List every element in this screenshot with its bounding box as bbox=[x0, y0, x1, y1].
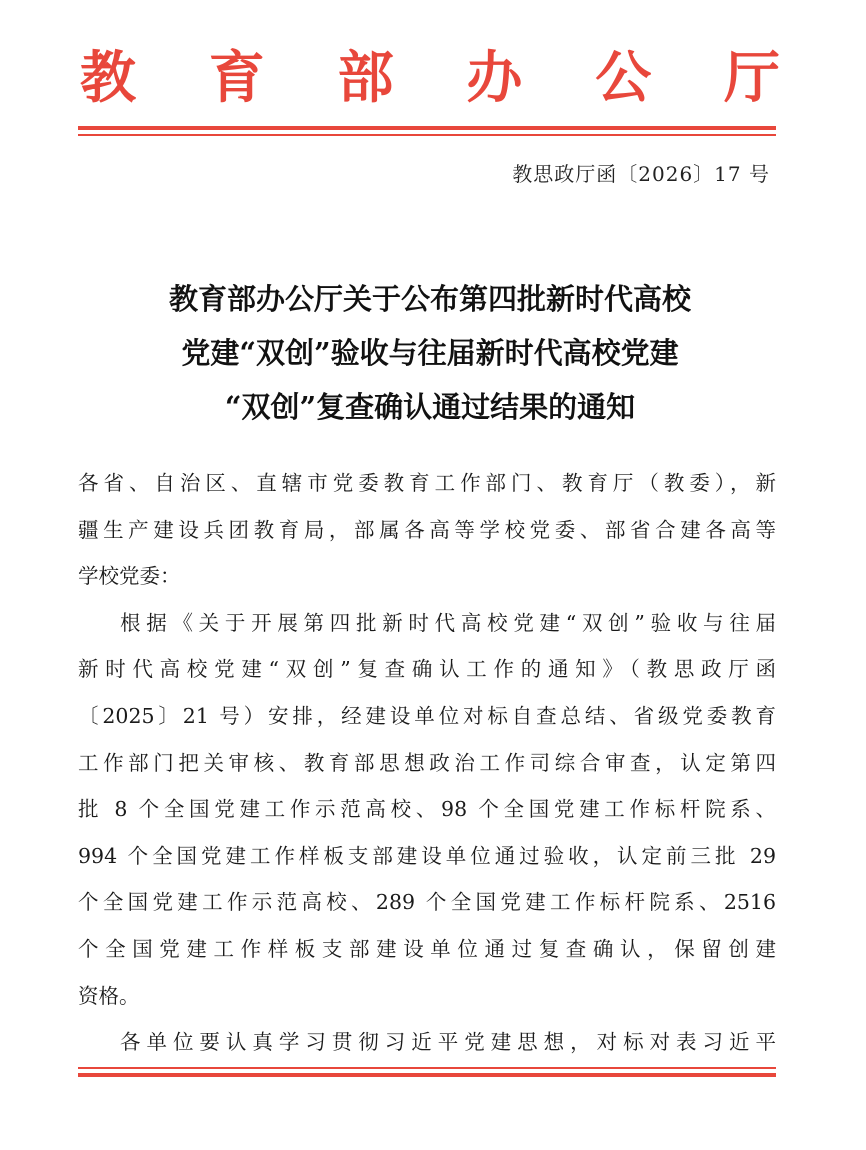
letterhead-char: 厅 bbox=[723, 45, 780, 111]
title-line: 党建“双创”验收与往届新时代高校党建 bbox=[181, 336, 679, 370]
divider-thick-line bbox=[78, 1073, 776, 1077]
divider-thin-line bbox=[78, 134, 776, 136]
letterhead-char: 公 bbox=[595, 45, 652, 111]
divider-thick-line bbox=[78, 126, 776, 130]
title-line: 教育部办公厅关于公布第四批新时代高校 bbox=[168, 282, 691, 316]
body-line: 各单位要认真学习贯彻习近平党建思想，对标对表习近平 bbox=[120, 1030, 776, 1055]
document-number: 教思政厅函〔2026〕17 号 bbox=[512, 162, 770, 186]
body-line: 根据《关于开展第四批新时代高校党建“双创”验收与往届 bbox=[120, 610, 776, 635]
body-line: 批 8 个全国党建工作示范高校、98 个全国党建工作标杆院系、 bbox=[78, 797, 776, 822]
footer-divider bbox=[78, 1067, 776, 1077]
body-line: 各省、自治区、直辖市党委教育工作部门、教育厅（教委），新 bbox=[78, 471, 776, 495]
body-line: 资格。 bbox=[78, 983, 140, 1008]
letterhead bbox=[80, 38, 780, 118]
letterhead-char: 教 bbox=[80, 45, 136, 111]
body-line: 工作部门把关审核、教育部思想政治工作司综合审查，认定第四 bbox=[78, 750, 776, 775]
body-line: 学校党委： bbox=[78, 564, 181, 589]
body-line: 〔2025〕21 号）安排，经建设单位对标自查总结、省级党委教育 bbox=[78, 703, 776, 728]
letterhead-divider bbox=[78, 126, 776, 136]
document-title bbox=[80, 272, 780, 434]
body-line: 994 个全国党建工作样板支部建设单位通过验收，认定前三批 29 bbox=[78, 843, 776, 868]
document-body bbox=[78, 460, 776, 1066]
divider-thin-line bbox=[78, 1067, 776, 1069]
body-line: 个全国党建工作样板支部建设单位通过复查确认，保留创建 bbox=[78, 936, 776, 961]
letterhead-char: 育 bbox=[208, 45, 265, 111]
body-line: 疆生产建设兵团教育局，部属各高等学校党委、部省合建各高等 bbox=[78, 517, 776, 542]
letterhead-char: 办 bbox=[466, 45, 523, 111]
body-line: 新时代高校党建“双创”复查确认工作的通知》（教思政厅函 bbox=[78, 657, 776, 682]
body-line: 个全国党建工作示范高校、289 个全国党建工作标杆院系、2516 bbox=[78, 890, 776, 915]
title-line: “双创”复查确认通过结果的通知 bbox=[224, 390, 636, 424]
letterhead-char: 部 bbox=[337, 45, 394, 111]
